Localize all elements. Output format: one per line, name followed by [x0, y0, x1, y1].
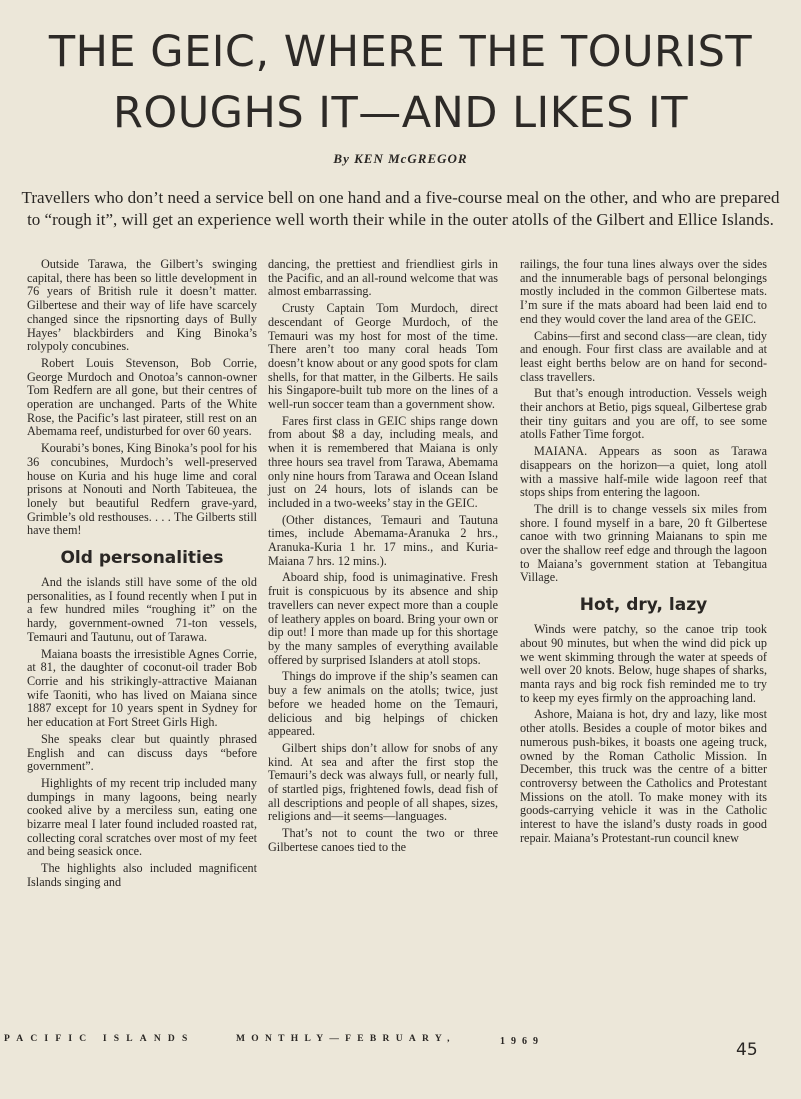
paragraph: She speaks clear but quaintly phrased English and can discuss days “before government”.: [27, 731, 257, 774]
paragraph: dancing, the prettiest and friendliest girls in the Pacific, and an all-round welcome that was almost embarrassing.: [268, 257, 498, 299]
paragraph: (Other distances, Temauri and Tautuna times, include Abemama-Aranuka 2 hrs., Aranuka-Kuria 1 hr. 17 mins., and Kuria-Maiana 7 hrs. 12 mins.).: [268, 512, 498, 568]
paragraph: Robert Louis Stevenson, Bob Corrie, George Murdoch and Onotoa’s cannon-owner Tom Redfern are all gone, but their centres of operation are unchanged. Parts of the White Rose, the Pacific’s last pirateer, still rest on an Abemama reef, undisturbed for over 60 years.: [27, 355, 257, 439]
paragraph: The drill is to change vessels six miles from shore. I found myself in a bare, 20 ft Gilbertese canoe with two grinning Maianans to spin me over the shallow reef edge and through the lagoon to Maiana’s government station at Tebangitua Village.: [520, 501, 767, 585]
paragraph: Things do improve if the ship’s seamen can buy a few animals on the atolls; twice, just before we headed home on the Temauri, delicious and big helpings of chicken appeared.: [268, 669, 498, 739]
footer-publication: PACIFIC ISLANDS: [4, 1034, 195, 1044]
paragraph: Fares first class in GEIC ships range down from about $8 a day, including meals, and when it is remembered that Maiana is only three hours sea travel from Tarawa, Abemama only nine hours from Tarawa and Ocean Island just on 24 hours, lots of islands can be included in a two-weeks’ stay in the GEIC.: [268, 413, 498, 510]
paragraph: And the islands still have some of the old personalities, as I found recently when I put in a few hundred miles “roughing it” on the hardy, government-owned 71-ton vessels, Temauri and Tautunu, out of Tarawa.: [27, 575, 257, 644]
column-2: [268, 258, 498, 858]
paragraph: Winds were patchy, so the canoe trip took about 90 minutes, but when the wind did pick up we went skimming through the water at speeds of well over 20 knots. Below, huge shapes of sharks, manta rays and big rock fish reminded me to try to keep my eyes firmly on the approaching land.: [520, 622, 767, 705]
paragraph: Aboard ship, food is unimaginative. Fresh fruit is conspicuous by its absence and ship travellers can never expect more than a couple of leathery apples on board. Bring your own or dip out! I more than made up for this shortage by the many samples of everything available offered by surprised Islanders at atoll stops.: [268, 570, 498, 667]
paragraph: But that’s enough introduction. Vessels weigh their anchors at Betio, pigs squeal, Gilbertese grab their tiny guitars and you are off, to see some atolls Father Time forgot.: [520, 386, 767, 442]
byline: By KEN McGREGOR: [333, 151, 468, 166]
article-headline: [0, 22, 801, 144]
paragraph: Maiana boasts the irresistible Agnes Corrie, at 81, the daughter of coconut-oil trader Bob Corrie and his strikingly-attractive Maianan wife Taoniti, who has lived on Maiana since 1887 except for 10 years spent in Sydney for her education at Fort Street Girls High.: [27, 646, 257, 730]
paragraph: Ashore, Maiana is hot, dry and lazy, like most other atolls. Besides a couple of motor bikes and numerous push-bikes, it boasts one ageing truck, owned by the Roman Catholic Mission. In December, this truck was the centre of a bitter controversy between the Catholics and Protestant Missions on the atoll. To make money with its goods-carrying vehicle it was in the Catholic interest to have the island’s dusty roads in good repair. Maiana’s Protestant-run council knew: [520, 707, 767, 845]
subhead-old-personalities: Old personalities: [60, 548, 224, 569]
paragraph: Highlights of my recent trip included many dumpings in many lagoons, being nearly cooked alive by a merciless sun, eating one bizarre meal I later found included roasted rat, collecting coral scratches over most of my feet and being seasick once.: [27, 775, 257, 859]
paragraph: Outside Tarawa, the Gilbert’s swinging capital, there has been so little development in 76 years of British rule it doesn’t matter. Gilbertese and their way of life have scarcely changed since the ripsnorting days of Bully Hayes’ blackbirders and King Binoka’s rolypoly concubines.: [27, 257, 257, 354]
column-1: [27, 258, 257, 893]
page-number: 45: [736, 1040, 758, 1060]
headline-line-1: THE GEIC, WHERE THE TOURIST: [48, 27, 753, 77]
paragraph: Cabins—first and second class—are clean, tidy and enough. Four first class are available and at least eight berths below are on hand for second-class travellers.: [520, 328, 767, 384]
paragraph: railings, the four tuna lines always over the sides and the innumerable bags of personal belongings mostly included in the common Gilbertese mats. I’m sure if the mats aboard had been laid end to end they would cover the land area of the GEIC.: [520, 257, 767, 326]
subhead-hot-dry-lazy: Hot, dry, lazy: [579, 595, 708, 616]
paragraph: Crusty Captain Tom Murdoch, direct descendant of George Murdoch, of the Temauri was my host for most of the time. There aren’t too many coral heads Tom doesn’t know about or any good spots for clam shells, for that matter, in the Gilberts. He sails his Singapore-built tub more on the lines of a well-run soccer team than a government show.: [268, 301, 498, 412]
paragraph: MAIANA. Appears as soon as Tarawa disappears on the horizon—a quiet, long atoll with a massive half-mile wide lagoon reef that stops ships from entering the lagoon.: [520, 444, 767, 500]
column-3: [520, 258, 767, 848]
paragraph: The highlights also included magnificent Islands singing and: [27, 861, 257, 889]
footer-year: 1969: [500, 1036, 544, 1047]
headline-line-2: ROUGHS IT—AND LIKES IT: [112, 88, 689, 138]
paragraph: Gilbert ships don’t allow for snobs of any kind. At sea and after the first stop the Temauri’s deck was always full, or nearly full, of startled pigs, frightened fowls, dead fish of all descriptions and people of all shapes, sizes, religions and—it seems—languages.: [268, 740, 498, 824]
footer-date: MONTHLY—FEBRUARY,: [236, 1034, 456, 1044]
intro-paragraph: Travellers who don’t need a service bell on one hand and a five-course meal on the other, and who are prepared to “rough it”, will get an experience well worth their while in the outer atolls of the Gilbert and Ellice Islands.: [21, 188, 780, 229]
paragraph: That’s not to count the two or three Gilbertese canoes tied to the: [268, 826, 498, 854]
paragraph: Kourabi’s bones, King Binoka’s pool for his 36 concubines, Murdoch’s well-preserved house on Kuria and his huge lime and coral prisons at Nonouti and North Tabiteuea, the lonely but beautiful Redfern grave-yard, Grimble’s old resthouses. . . . The Gilberts still have them!: [27, 441, 257, 538]
